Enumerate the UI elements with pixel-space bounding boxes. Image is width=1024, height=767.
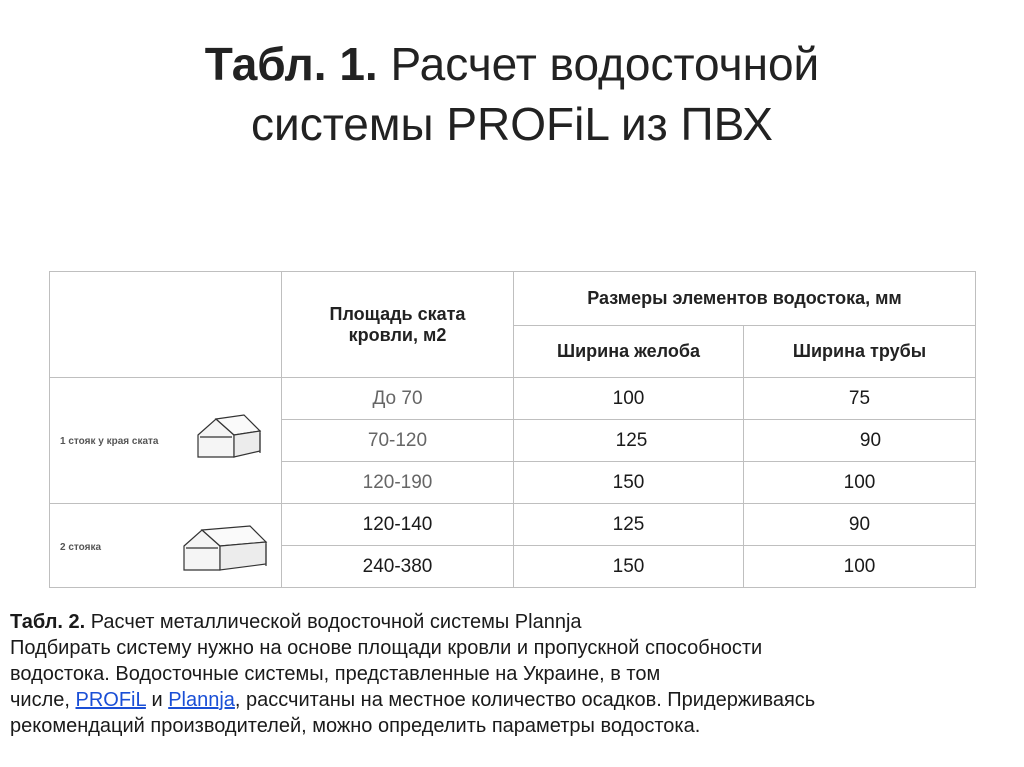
- gutter-cell: 150: [514, 546, 744, 588]
- para-line-5: рекомендаций производителей, можно определить параметры водостока.: [10, 715, 701, 737]
- para-line-1: [10, 609, 1010, 635]
- gutter-cell: 125: [514, 504, 744, 546]
- pipe-cell: 90: [744, 504, 976, 546]
- gable-house-icon: [194, 411, 264, 461]
- plannja-link[interactable]: Plannja: [168, 689, 235, 711]
- para-line1-text: Расчет металлической водосточной системы Plannja: [85, 611, 582, 633]
- group-one-downpipe: [50, 378, 282, 504]
- group1-label: 1 стояк у края ската: [60, 436, 159, 447]
- area-cell: 240-380: [282, 546, 514, 588]
- header-roof-area: Площадь ската кровли, м2: [282, 272, 514, 378]
- header-pipe-width: Ширина трубы: [744, 326, 976, 378]
- description-paragraph: [10, 609, 1010, 739]
- page-title: [0, 34, 1024, 154]
- group-two-downpipes: [50, 504, 282, 588]
- calculation-table: [49, 271, 976, 588]
- profil-link[interactable]: PROFiL: [75, 689, 146, 711]
- empty-header-cell: [50, 272, 282, 378]
- para-line4-pre: числе,: [10, 689, 76, 711]
- table-row: [50, 378, 976, 420]
- table-row: [50, 504, 976, 546]
- para-and: и: [145, 689, 169, 711]
- para-bold: Табл. 2.: [10, 611, 86, 633]
- pipe-cell: 90: [744, 420, 976, 462]
- title-line-2: системы PROFiL из ПВХ: [251, 98, 773, 150]
- para-line4-post: , рассчитаны на местное количество осадков. Придерживаясь: [234, 689, 816, 711]
- gutter-cell: 100: [514, 378, 744, 420]
- header-gutter-width: Ширина желоба: [514, 326, 744, 378]
- pipe-cell: 100: [744, 546, 976, 588]
- header-element-sizes: Размеры элементов водостока, мм: [514, 272, 976, 326]
- pipe-cell: 100: [744, 462, 976, 504]
- group2-label: 2 стояка: [60, 542, 102, 553]
- para-line-4: [10, 687, 1010, 713]
- para-line-3: водостока. Водосточные системы, представленные на Украине, в том: [10, 663, 661, 685]
- gutter-cell: 125: [514, 420, 744, 462]
- title-bold: Табл. 1.: [204, 38, 378, 90]
- pipe-cell: 75: [744, 378, 976, 420]
- area-cell: 70-120: [282, 420, 514, 462]
- area-cell: 120-140: [282, 504, 514, 546]
- title-line1-text: Расчет водосточной: [377, 38, 820, 90]
- area-cell: 120-190: [282, 462, 514, 504]
- para-line-2: Подбирать систему нужно на основе площади кровли и пропускной способности: [10, 637, 763, 659]
- area-cell: До 70: [282, 378, 514, 420]
- gutter-cell: 150: [514, 462, 744, 504]
- long-house-icon: [180, 520, 270, 576]
- title-line-1: [0, 34, 1024, 94]
